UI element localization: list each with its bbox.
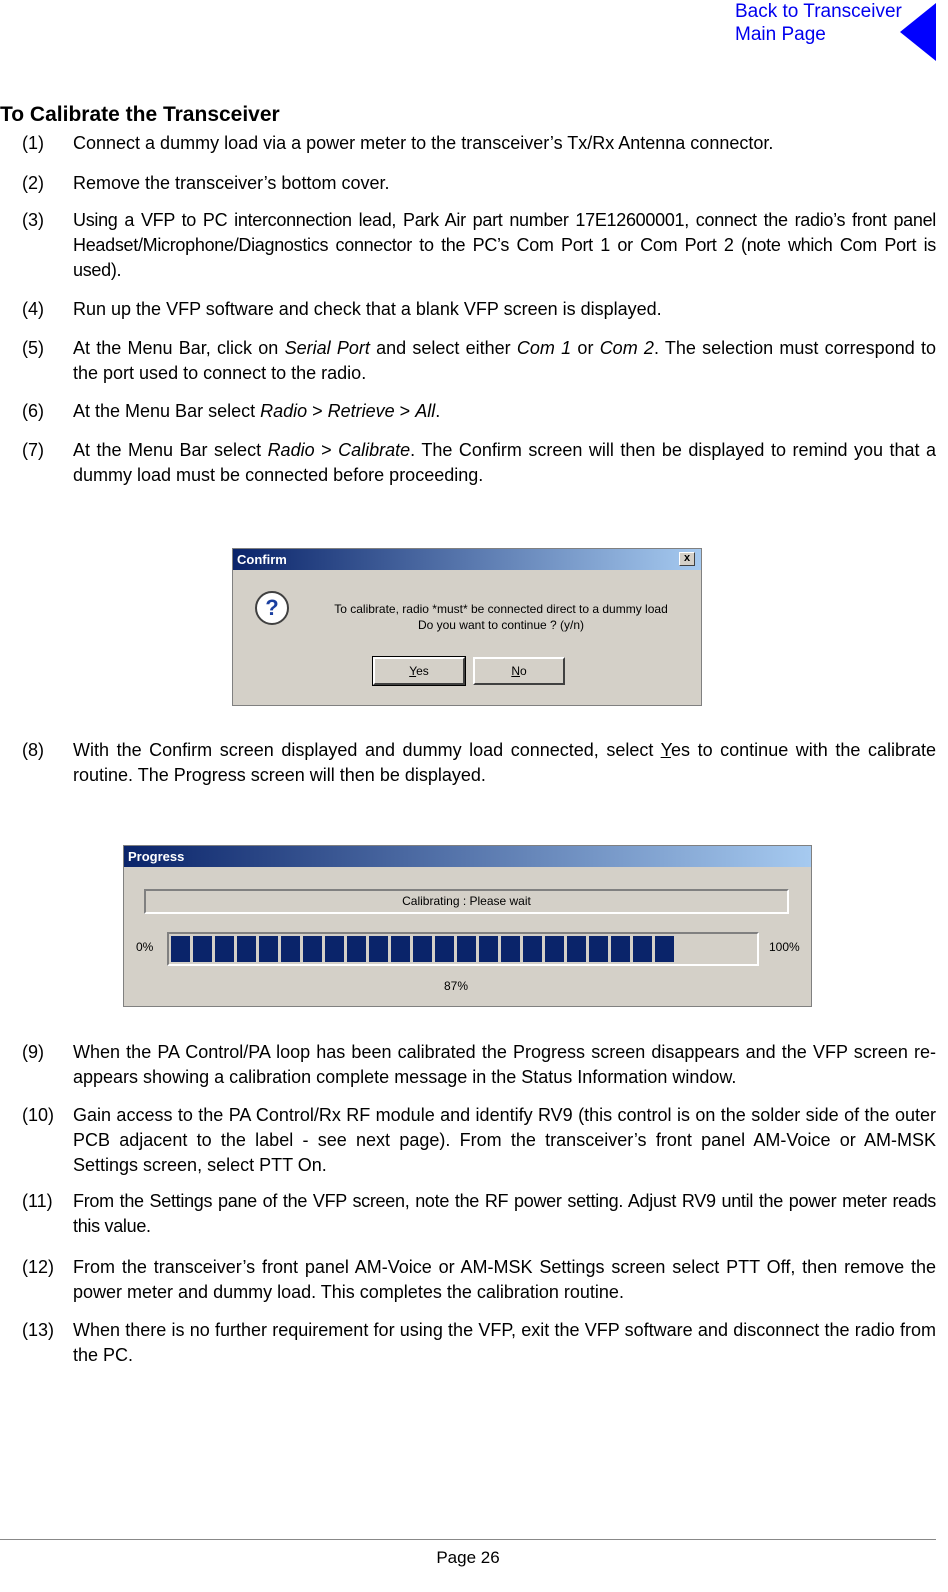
step-text: At the Menu Bar select Radio > Calibrate. The Confirm screen will then be displayed to remind you that a dummy load must be connected before proceeding. [73,440,937,485]
progress-block [435,936,454,962]
step-10 [22,1103,936,1178]
progress-percent-label: 87% [444,979,469,993]
progress-block [171,936,190,962]
progress-block [391,936,410,962]
progress-block [655,936,674,962]
confirm-dialog-title: Confirm x [233,549,701,570]
step-9 [22,1040,936,1090]
progress-block [523,936,542,962]
step-number: (6) [22,401,44,421]
step-11 [22,1189,936,1239]
step-number: (10) [22,1105,55,1125]
progress-block [413,936,432,962]
progress-dialog-title: Progress [124,846,811,867]
step-text: At the Menu Bar, click on Serial Port and select either Com 1 or Com 2. The selection must correspond to the port used to connect to the radio. [73,338,936,383]
progress-block [259,936,278,962]
progress-block [479,936,498,962]
progress-block [545,936,564,962]
close-icon[interactable]: x [679,552,695,566]
step-13 [22,1318,936,1368]
confirm-dialog [232,548,702,706]
progress-block [347,936,366,962]
step-text: When there is no further requirement for using the VFP, exit the VFP software and disconnect the radio from the PC. [73,1320,936,1365]
step-text: From the transceiver’s front panel AM-Voice or AM-MSK Settings screen select PTT Off, then remove the power meter and dummy load. This completes the calibration routine. [73,1257,936,1302]
progress-block [193,936,212,962]
progress-block [237,936,256,962]
progress-block [567,936,586,962]
step-number: (3) [22,210,44,230]
confirm-message-line2: Do you want to continue ? (y/n) [417,618,585,632]
step-7 [22,438,936,488]
progress-block [501,936,520,962]
step-text: At the Menu Bar select Radio > Retrieve > All. [73,401,441,421]
back-link-line1[interactable]: Back to Transceiver [735,1,902,22]
step-text: Remove the transceiver’s bottom cover. [73,173,390,193]
step-number: (11) [22,1191,53,1211]
step-number: (12) [22,1257,55,1277]
step-text: When the PA Control/PA loop has been calibrated the Progress screen disappears and the VFP screen re-appears showing a calibration complete message in the Status Information window. [73,1042,936,1087]
step-4 [22,297,936,322]
progress-status: Calibrating : Please wait [144,889,789,914]
step-number: (13) [22,1320,55,1340]
step-number: (9) [22,1042,44,1062]
confirm-message-line1: To calibrate, radio *must* be connected direct to a dummy load [334,602,668,616]
progress-block [589,936,608,962]
step-number: (7) [22,440,44,460]
progress-max-label: 100% [769,940,800,954]
progress-block [215,936,234,962]
progress-block [611,936,630,962]
step-number: (5) [22,338,44,358]
step-number: (8) [22,740,44,760]
step-text: With the Confirm screen displayed and dummy load connected, select Yes to continue with the calibrate routine. The Progress screen will then be displayed. [73,740,936,785]
step-5 [22,336,936,386]
progress-bar-fill [171,936,674,962]
section-heading: To Calibrate the Transceiver [0,103,280,126]
progress-block [281,936,300,962]
step-text: Using a VFP to PC interconnection lead, Park Air part number 17E12600001, connect the radio’s front panel Headset/Microphone/Diagnostics connector to the PC’s Com Port 1 or Com Port 2 (note which Com Port is used). [73,210,936,280]
step-text: Connect a dummy load via a power meter to the transceiver’s Tx/Rx Antenna connector. [73,133,774,153]
back-link-line2[interactable]: Main Page [735,24,826,45]
progress-block [325,936,344,962]
step-12 [22,1255,936,1305]
step-text: Run up the VFP software and check that a blank VFP screen is displayed. [73,299,662,319]
question-icon: ? [255,591,289,625]
step-3 [22,208,936,283]
step-number: (2) [22,173,44,193]
step-2 [22,171,936,196]
progress-bar [167,932,759,966]
step-8 [22,738,936,788]
progress-block [457,936,476,962]
progress-dialog [123,845,812,1007]
no-button[interactable]: No [473,657,565,685]
back-to-main-page-link[interactable] [735,0,902,46]
progress-min-label: 0% [136,940,154,954]
progress-block [303,936,322,962]
step-6 [22,399,936,424]
footer-divider [0,1539,936,1540]
step-1 [22,131,936,156]
progress-block [633,936,652,962]
step-text: Gain access to the PA Control/Rx RF module and identify RV9 (this control is on the solder side of the outer PCB adjacent to the label - see next page). From the transceiver’s front panel AM-Voice or AM-MSK Settings screen, select PTT On. [73,1105,936,1175]
step-text: From the Settings pane of the VFP screen, note the RF power setting. Adjust RV9 until the power meter reads this value. [73,1191,936,1236]
yes-button[interactable]: Yes [373,657,465,685]
page-number: Page 26 [436,1548,500,1567]
confirm-message [311,601,691,633]
back-arrow-icon[interactable] [900,3,936,61]
progress-block [369,936,388,962]
step-number: (4) [22,299,44,319]
step-number: (1) [22,133,44,153]
